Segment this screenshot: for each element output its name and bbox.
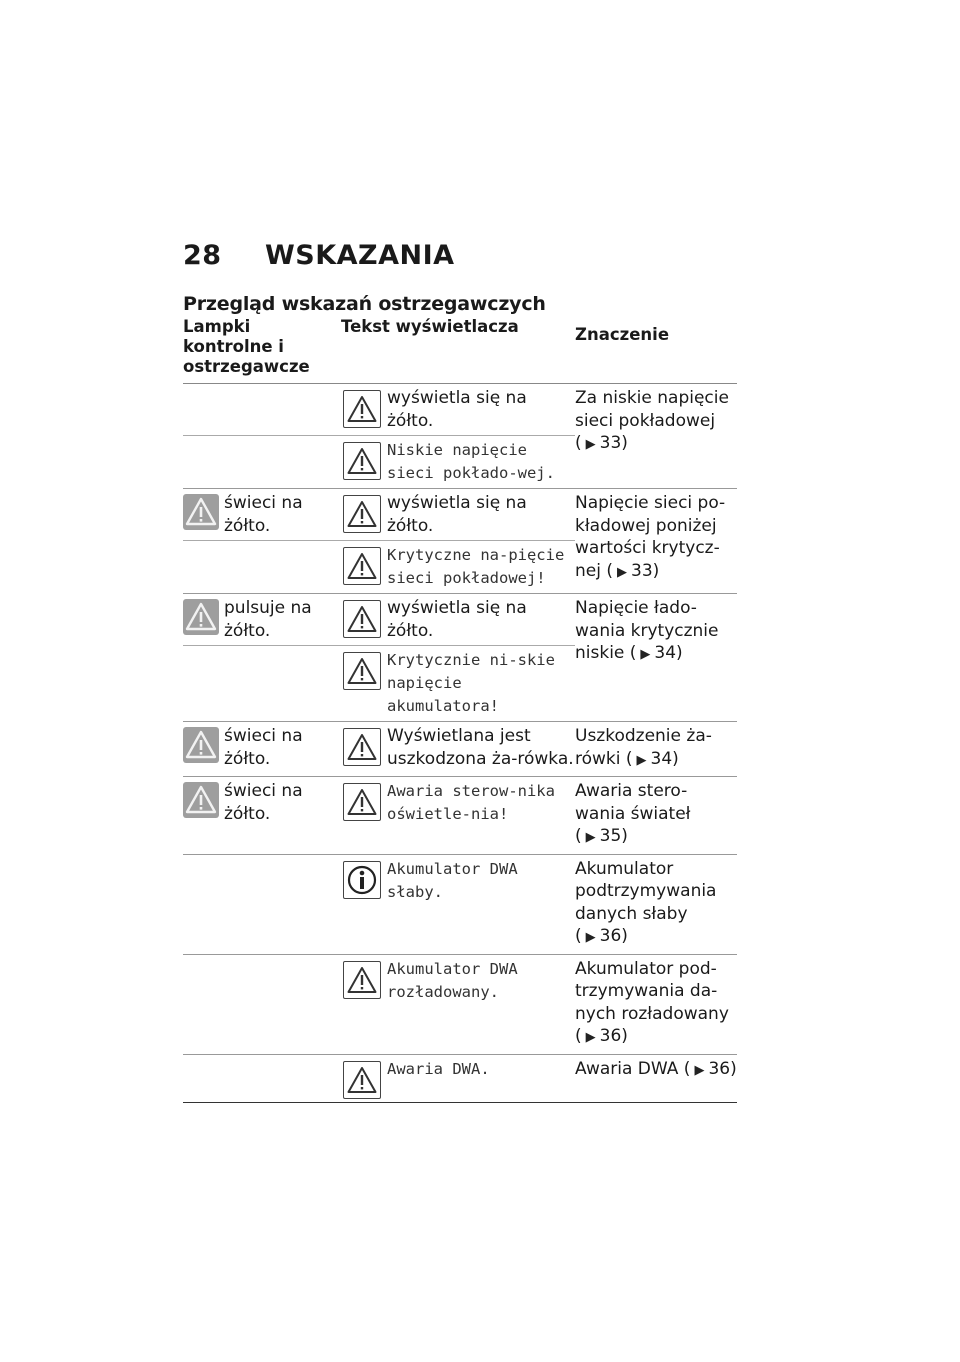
display-text: Akumulator DWA słaby. [387, 859, 518, 901]
page-number: 28 [183, 240, 222, 271]
lamp-cell [183, 541, 341, 593]
meaning-text: Uszkodzenie ża-rówki ( [575, 726, 712, 769]
table-group [183, 489, 737, 594]
warning-triangle-icon [343, 961, 381, 999]
display-cell [341, 722, 575, 773]
display-text: wyświetla się na żółto. [387, 598, 527, 641]
yellow-warning-lamp-icon [183, 494, 219, 530]
display-text: wyświetla się na żółto. [387, 388, 527, 431]
column-header-meaning: Znaczenie [575, 325, 670, 344]
lamp-cell [183, 384, 341, 435]
display-text: Akumulator DWA rozładowany. [387, 959, 518, 1001]
display-text: wyświetla się na żółto. [387, 493, 527, 536]
warning-triangle-icon [343, 728, 381, 766]
warning-triangle-icon [343, 390, 381, 428]
group-rows [183, 855, 575, 954]
page-reference[interactable]: 35) [599, 826, 628, 846]
section-title: Przegląd wskazań ostrzegawczych [183, 293, 546, 315]
table-row [183, 541, 575, 593]
meaning-cell [575, 489, 737, 593]
display-cell [341, 489, 575, 540]
lamp-cell [183, 646, 341, 721]
page-reference[interactable]: 34) [654, 643, 683, 663]
meaning-text: Napięcie sieci po-kładowej poniżej wartości krytycz-nej ( [575, 493, 726, 581]
table-group [183, 955, 737, 1055]
display-text: Awaria DWA. [387, 1059, 490, 1078]
page-header [183, 240, 737, 271]
arrow-reference-icon: ▶ [617, 564, 627, 580]
table-group [183, 855, 737, 955]
arrow-reference-icon: ▶ [585, 1030, 596, 1045]
meaning-text: Napięcie łado-wania krytycznie niskie ( [575, 598, 719, 663]
arrow-reference-icon: ▶ [585, 437, 596, 452]
lamp-cell [183, 777, 341, 829]
display-cell [341, 855, 575, 907]
lamp-status-text: pulsuje na żółto. [224, 598, 312, 641]
column-header-display: Tekst wyświetlacza [341, 317, 519, 336]
meaning-text: Awaria DWA ( [575, 1058, 691, 1079]
lamp-cell [183, 436, 341, 488]
meaning-cell [575, 384, 737, 488]
arrow-reference-icon: ▶ [636, 752, 647, 768]
display-cell [341, 384, 575, 435]
display-text: Krytycznie ni-skie napięcie akumulatora! [387, 651, 555, 715]
table-group [183, 384, 737, 489]
display-cell [341, 646, 575, 721]
lamp-cell [183, 489, 341, 540]
page-reference[interactable]: 34) [650, 748, 679, 769]
page-reference[interactable]: 36) [708, 1058, 737, 1079]
display-cell [341, 777, 575, 829]
meaning-text: Akumulator podtrzymywania danych słaby ( [575, 858, 717, 946]
meaning-cell [575, 722, 737, 776]
meaning-text: Awaria stero-wania świateł ( [575, 781, 691, 846]
table-row [183, 777, 575, 829]
group-rows [183, 384, 575, 488]
lamp-cell [183, 1055, 341, 1102]
arrow-reference-icon: ▶ [694, 1062, 705, 1078]
display-text: Wyświetlana jest uszkodzona ża-rówka. [387, 726, 574, 769]
warning-triangle-icon [343, 442, 381, 480]
arrow-reference-icon: ▶ [640, 647, 651, 662]
table-row [183, 594, 575, 646]
column-header-lamp: Lampki kontrolne i ostrzegawcze [183, 317, 310, 376]
lamp-status-text: świeci na żółto. [224, 781, 303, 824]
warning-table [183, 384, 737, 1103]
info-icon [343, 861, 381, 899]
display-cell [341, 1055, 575, 1102]
table-group [183, 777, 737, 855]
warning-triangle-icon [343, 652, 381, 690]
meaning-cell [575, 955, 737, 1054]
table-row [183, 436, 575, 488]
display-text: Awaria sterow-nika oświetle-nia! [387, 782, 555, 823]
lamp-status-text: świeci na żółto. [224, 493, 303, 536]
yellow-warning-lamp-icon [183, 599, 219, 635]
display-cell [341, 436, 575, 488]
group-rows [183, 489, 575, 593]
warning-triangle-icon [343, 783, 381, 821]
table-row [183, 489, 575, 541]
table-group [183, 594, 737, 722]
meaning-cell [575, 594, 737, 721]
manual-page [183, 240, 737, 1103]
display-cell [341, 955, 575, 1007]
lamp-cell [183, 955, 341, 1007]
table-group [183, 1055, 737, 1103]
chapter-title: WSKAZANIA [265, 240, 455, 271]
table-group [183, 722, 737, 777]
arrow-reference-icon: ▶ [585, 930, 596, 945]
table-row [183, 1055, 575, 1102]
group-rows [183, 722, 575, 776]
warning-triangle-icon [343, 547, 381, 585]
meaning-cell [575, 1055, 737, 1102]
warning-triangle-icon [343, 1061, 381, 1099]
page-reference[interactable]: 33) [599, 433, 628, 453]
warning-triangle-icon [343, 600, 381, 638]
warning-triangle-icon [343, 495, 381, 533]
meaning-cell [575, 777, 737, 854]
group-rows [183, 777, 575, 854]
lamp-status-text: świeci na żółto. [224, 726, 303, 769]
group-rows [183, 955, 575, 1054]
group-rows [183, 1055, 575, 1102]
meaning-cell [575, 855, 737, 954]
arrow-reference-icon: ▶ [585, 830, 596, 845]
table-row [183, 855, 575, 907]
display-cell [341, 541, 575, 593]
display-cell [341, 594, 575, 645]
lamp-cell [183, 594, 341, 645]
table-row [183, 646, 575, 721]
group-rows [183, 594, 575, 721]
table-header [183, 317, 737, 384]
table-row [183, 384, 575, 436]
meaning-text: Akumulator pod-trzymywania da-nych rozładowany ( [575, 958, 729, 1046]
yellow-warning-lamp-icon [183, 727, 219, 763]
display-text: Niskie napięcie sieci pokłado-wej. [387, 441, 555, 482]
page-reference[interactable]: 33) [631, 560, 660, 581]
table-row [183, 722, 575, 773]
display-text: Krytyczne na-pięcie sieci pokładowej! [387, 546, 565, 587]
lamp-cell [183, 855, 341, 907]
page-reference[interactable]: 36) [599, 1026, 628, 1046]
lamp-cell [183, 722, 341, 773]
page-reference[interactable]: 36) [599, 926, 628, 946]
meaning-text: Za niskie napięcie sieci pokładowej ( [575, 388, 729, 453]
yellow-warning-lamp-icon [183, 782, 219, 818]
table-row [183, 955, 575, 1007]
